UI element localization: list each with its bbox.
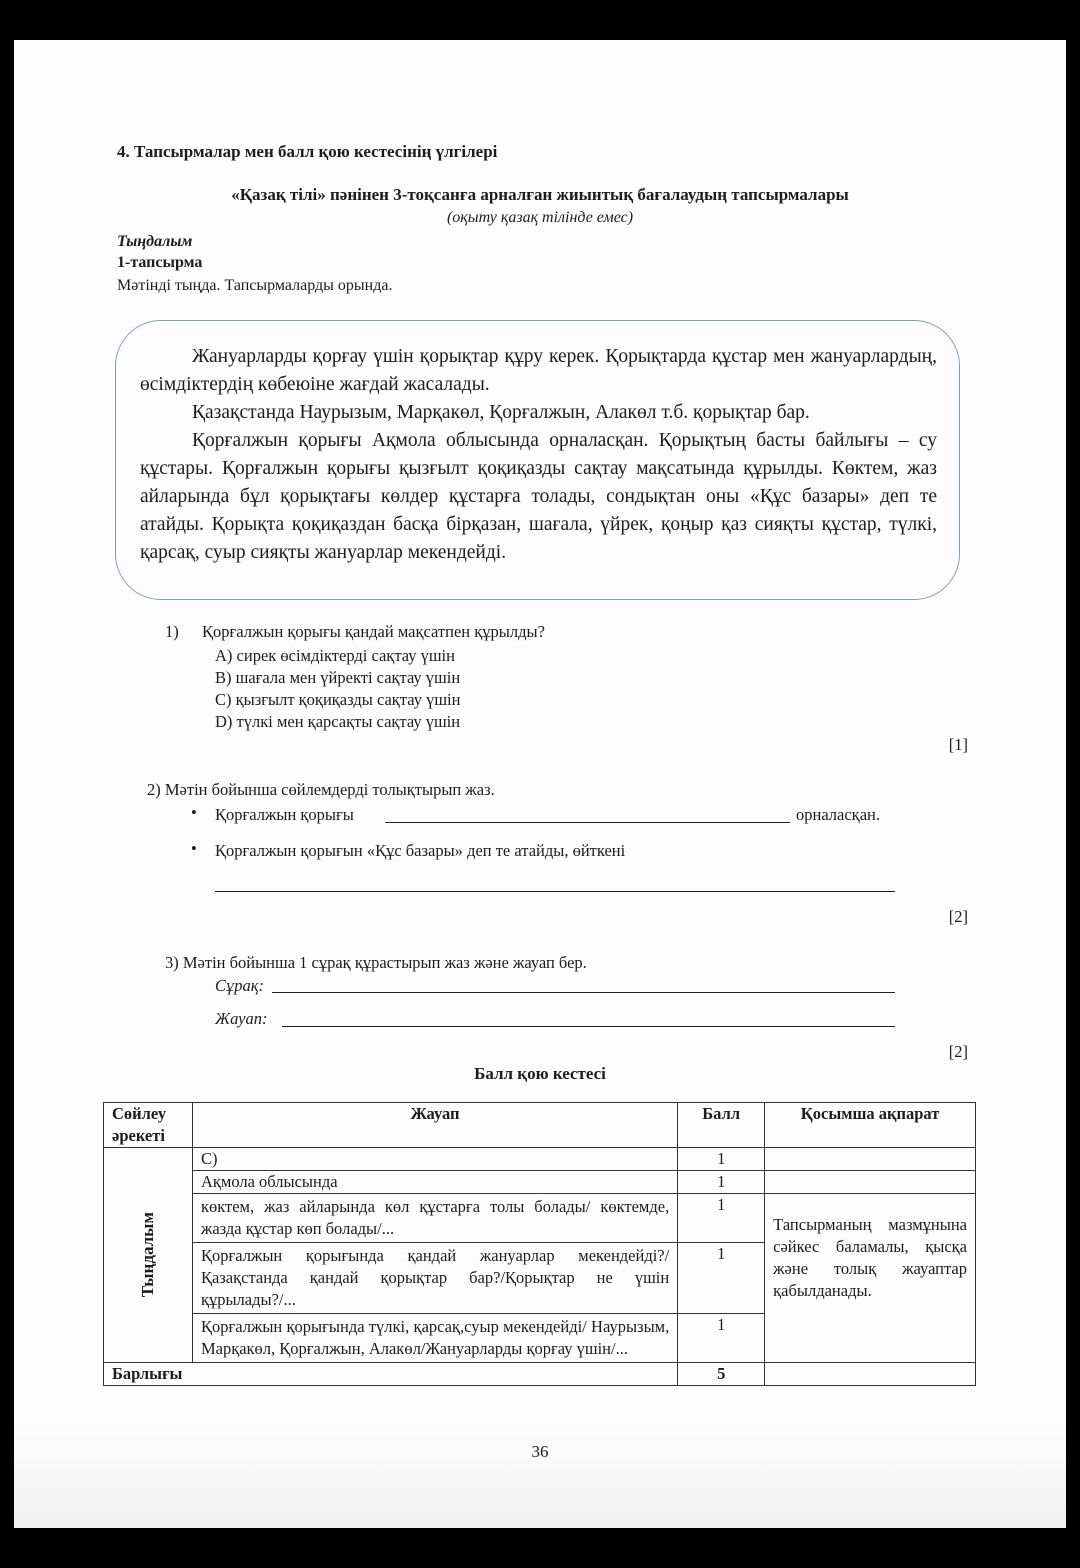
score-cell: 1 bbox=[678, 1171, 765, 1194]
score-cell: 1 bbox=[678, 1194, 765, 1243]
score-cell: 1 bbox=[678, 1314, 765, 1363]
bullet-icon: • bbox=[191, 803, 197, 822]
main-title: «Қазақ тілі» пәнінен 3-тоқсанға арналған жиынтық бағалаудың тапсырмалары bbox=[231, 185, 849, 204]
answer-cell: Қорғалжын қорығында қандай жануарлар мекендейді?/Қазақстанда қандай қорықтар бар?/Қорықтар не үшін құрылады?/... bbox=[192, 1243, 677, 1314]
table-total-row bbox=[104, 1363, 976, 1386]
empty-cell bbox=[765, 1363, 976, 1386]
q1-text: Қорғалжын қорығы қандай мақсатпен құрылды? bbox=[202, 622, 545, 641]
q1-option-b: B) шағала мен үйректі сақтау үшін bbox=[215, 668, 461, 687]
header-answer: Жауап bbox=[192, 1103, 677, 1148]
header-note: Қосымша ақпарат bbox=[765, 1103, 976, 1148]
answer-line bbox=[272, 992, 895, 993]
skill-heading: Тыңдалым bbox=[117, 233, 193, 250]
score-cell: 1 bbox=[678, 1148, 765, 1171]
answer-line bbox=[282, 1026, 895, 1027]
scoring-table bbox=[103, 1102, 976, 1386]
q1-number: 1) bbox=[165, 622, 179, 641]
answer-cell: көктем, жаз айларында көл құстарға толы болады/ көктемде, жазда құстар көп болады/... bbox=[192, 1194, 677, 1243]
total-label: Барлығы bbox=[104, 1363, 678, 1386]
section-title: 4. Тапсырмалар мен балл қою кестесінің үлгілері bbox=[117, 142, 498, 161]
table-row bbox=[104, 1148, 976, 1171]
note-cell: Тапсырманың мазмұнына сәйкес баламалы, қысқа және толық жауаптар қабылданады. bbox=[765, 1194, 976, 1363]
table-header-row bbox=[104, 1103, 976, 1148]
page-number: 36 bbox=[531, 1442, 549, 1461]
task-heading: 1-тапсырма bbox=[117, 254, 203, 271]
q3-score: [2] bbox=[948, 1042, 968, 1061]
q1-option-d: D) түлкі мен қарсақты сақтау үшін bbox=[215, 712, 461, 731]
text-paragraph-1: Жануарларды қорғау үшін қорықтар құру керек. Қорықтарда құстар мен жануарлардың, өсімдіктердің көбеюіне жағдай жасалады. bbox=[140, 346, 937, 395]
text-paragraph-2: Қазақстанда Наурызым, Марқакөл, Қорғалжын, Алакөл т.б. қорықтар бар. bbox=[192, 402, 810, 423]
instruction: Мәтінді тыңда. Тапсырмаларды орында. bbox=[117, 277, 393, 294]
answer-cell: C) bbox=[192, 1148, 677, 1171]
answer-line bbox=[385, 822, 790, 823]
skill-cell bbox=[104, 1148, 193, 1363]
q2-b2: Қорғалжын қорығын «Құс базары» деп те атайды, өйткені bbox=[215, 841, 626, 860]
score-cell: 1 bbox=[678, 1243, 765, 1314]
answer-cell: Ақмола облысында bbox=[192, 1171, 677, 1194]
bullet-icon: • bbox=[191, 839, 197, 858]
table-title: Балл қою кестесі bbox=[474, 1064, 606, 1083]
q2-text: 2) Мәтін бойынша сөйлемдерді толықтырып жаз. bbox=[147, 780, 495, 799]
q2-score: [2] bbox=[948, 907, 968, 926]
q1-option-c: C) қызғылт қоқиқазды сақтау үшін bbox=[215, 690, 461, 709]
q1-option-a: A) сирек өсімдіктерді сақтау үшін bbox=[215, 646, 455, 665]
q3-text: 3) Мәтін бойынша 1 сұрақ құрастырып жаз және жауап бер. bbox=[165, 953, 587, 972]
subtitle: (оқыту қазақ тілінде емес) bbox=[446, 209, 634, 226]
total-score: 5 bbox=[678, 1363, 765, 1386]
q2-b1-suffix: орналасқан. bbox=[796, 805, 880, 824]
header-score: Балл bbox=[678, 1103, 765, 1148]
table-row bbox=[104, 1194, 976, 1243]
table-row bbox=[104, 1171, 976, 1194]
empty-cell bbox=[765, 1148, 976, 1171]
page-bottom-shade bbox=[14, 1420, 1066, 1528]
empty-cell bbox=[765, 1171, 976, 1194]
skill-vertical-label: Тыңдалым bbox=[137, 1212, 157, 1298]
q3-question-label: Сұрақ: bbox=[215, 976, 264, 995]
q3-answer-label: Жауап: bbox=[215, 1009, 268, 1028]
q1-score: [1] bbox=[948, 735, 968, 754]
answer-line bbox=[215, 891, 895, 892]
q2-b1-prefix: Қорғалжын қорығы bbox=[215, 805, 354, 824]
answer-cell: Қорғалжын қорығында түлкі, қарсақ,суыр мекендейді/ Наурызым, Марқакөл, Қорғалжын, Алакөл/Жануарларды қорғау үшін/... bbox=[192, 1314, 677, 1363]
text-paragraph-3: Қорғалжын қорығы Ақмола облысында орналасқан. Қорықтың басты байлығы – су құстары. Қорғалжын қорығы қызғылт қоқиқазды сақтау мақсатында құрылды. Көктем, жаз айларында бұл қорықтағы көлдер құстарға толады, сондықтан оны «Құс базары» деп те атайды. Қорықта қоқиқаздан басқа бірқазан, шағала, үйрек, қоңыр қаз сияқты құстар, түлкі, қарсақ, суыр сияқты жануарлар мекендейді. bbox=[140, 430, 937, 563]
listening-text-box bbox=[115, 320, 960, 600]
header-skill: Сөйлеу әрекеті bbox=[104, 1103, 193, 1148]
document-page bbox=[14, 40, 1066, 1528]
